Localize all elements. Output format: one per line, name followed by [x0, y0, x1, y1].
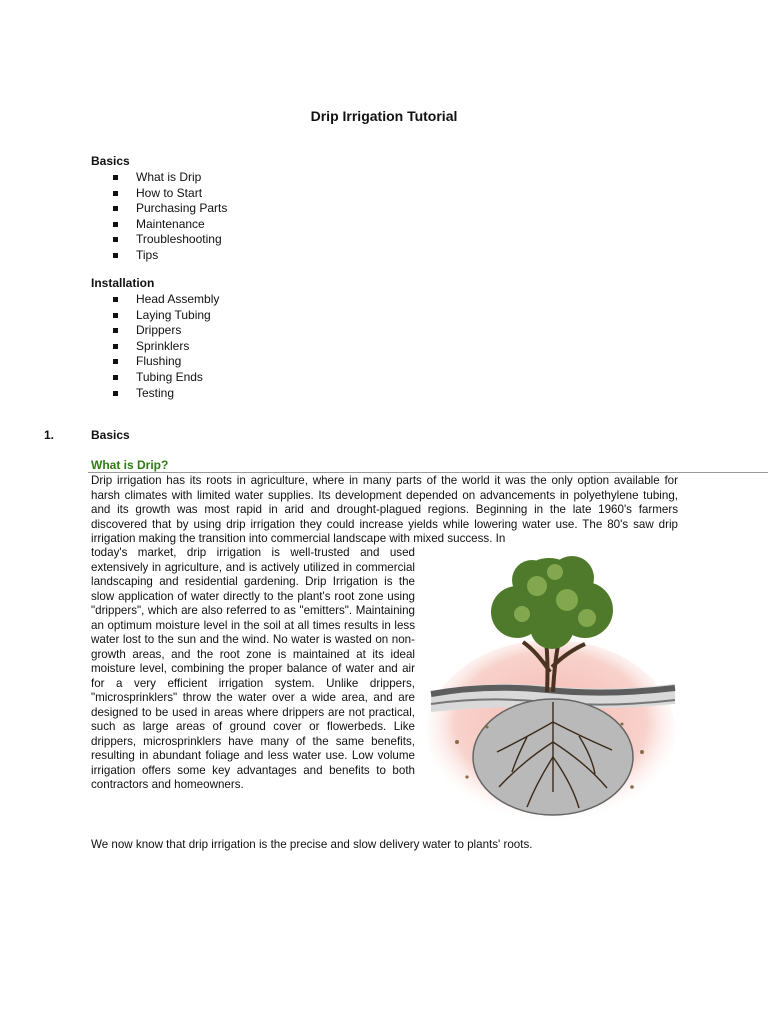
- bullet-icon: [113, 191, 118, 196]
- toc-item-tubing-ends[interactable]: [91, 370, 219, 386]
- tree-root-illustration: [427, 552, 679, 826]
- bullet-icon: [113, 344, 118, 349]
- toc-item-label: Tips: [136, 247, 159, 262]
- document-title: Drip Irrigation Tutorial: [310, 108, 458, 124]
- subheading-what-is-drip: What is Drip?: [91, 458, 169, 472]
- bullet-icon: [113, 391, 118, 396]
- toc-item-how-to-start[interactable]: [91, 186, 227, 202]
- toc-item-label: Drippers: [136, 323, 182, 338]
- bullet-icon: [113, 222, 118, 227]
- toc-item-sprinklers[interactable]: [91, 339, 219, 355]
- divider: [88, 472, 768, 473]
- closing-paragraph: We now know that drip irrigation is the precise and slow delivery water to plants' roots.: [91, 838, 533, 851]
- toc-basics-list: [91, 170, 227, 264]
- tree-root-illustration-icon: [427, 552, 679, 826]
- bullet-icon: [113, 175, 118, 180]
- bullet-icon: [113, 206, 118, 211]
- toc-item-label: Flushing: [136, 354, 182, 369]
- wrapped-paragraph: today's market, drip irrigation is well-trusted and used extensively in agriculture, and is actively utilized in commercial landscaping and residential gardening. Drip Irrigation is the slow application of water directly to the plant's root zone using "drippers", which are also referred to as "emitters". Maintaining an optimum moisture level in the soil at all times results in less water lost to the sun and the wind. No water is wasted on non-growth areas, and the root zone is maintained at its ideal moisture level, combining the proper balance of water and air for a very efficient irrigation system. Unlike drippers, "microsprinklers" throw the water over a wide area, and are designed to be used in areas where drippers are not practical, such as large areas of ground cover or flowerbeds. Like drippers, microsprinklers have many of the same benefits, resulting in abundant foliage and less water use. Low volume irrigation offers some key advantages and benefits to both contractors and homeowners.: [91, 546, 415, 791]
- toc-installation: [91, 276, 219, 401]
- bullet-icon: [113, 375, 118, 380]
- toc-item-drippers[interactable]: [91, 323, 219, 339]
- toc-item-label: Tubing Ends: [136, 369, 203, 384]
- section-heading: [44, 428, 130, 442]
- bullet-icon: [113, 237, 118, 242]
- toc-item-label: Head Assembly: [136, 292, 220, 306]
- toc-item-label: Laying Tubing: [136, 307, 211, 322]
- toc-installation-heading: Installation: [91, 276, 155, 290]
- toc-item-head-assembly[interactable]: [91, 292, 219, 308]
- bullet-icon: [113, 313, 118, 318]
- bullet-icon: [113, 359, 118, 364]
- toc-item-testing[interactable]: [91, 386, 219, 402]
- toc-item-label: How to Start: [136, 185, 203, 200]
- toc-item-laying-tubing[interactable]: [91, 308, 219, 324]
- toc-item-label: What is Drip: [136, 170, 202, 184]
- toc-item-flushing[interactable]: [91, 354, 219, 370]
- toc-item-troubleshooting[interactable]: [91, 232, 227, 248]
- toc-item-label: Maintenance: [136, 216, 205, 231]
- bullet-icon: [113, 297, 118, 302]
- toc-item-label: Sprinklers: [136, 338, 190, 353]
- toc-item-maintenance[interactable]: [91, 217, 227, 233]
- toc-item-tips[interactable]: [91, 248, 227, 264]
- toc-installation-list: [91, 292, 219, 401]
- toc-basics: [91, 154, 227, 264]
- section-number: 1.: [44, 428, 55, 442]
- section-title: Basics: [91, 428, 130, 442]
- toc-item-label: Troubleshooting: [136, 232, 222, 247]
- toc-item-label: Testing: [136, 385, 175, 400]
- intro-paragraph: Drip irrigation has its roots in agriculture, where in many parts of the world it was the only option available for harsh climates with limited water supplies. Its development depended on advancements in polyethylene tubing, and its growth was most rapid in arid and drought-plagued regions. Beginning in the late 1960's farmers discovered that by using drip irrigation they could increase yields while lowering water use. The 80's saw drip irrigation making the transition into commercial landscape with mixed success. In: [91, 474, 678, 545]
- bullet-icon: [113, 253, 118, 258]
- toc-basics-heading: Basics: [91, 154, 130, 168]
- toc-item-label: Purchasing Parts: [136, 201, 228, 216]
- toc-item-purchasing-parts[interactable]: [91, 201, 227, 217]
- bullet-icon: [113, 328, 118, 333]
- toc-item-what-is-drip[interactable]: [91, 170, 227, 186]
